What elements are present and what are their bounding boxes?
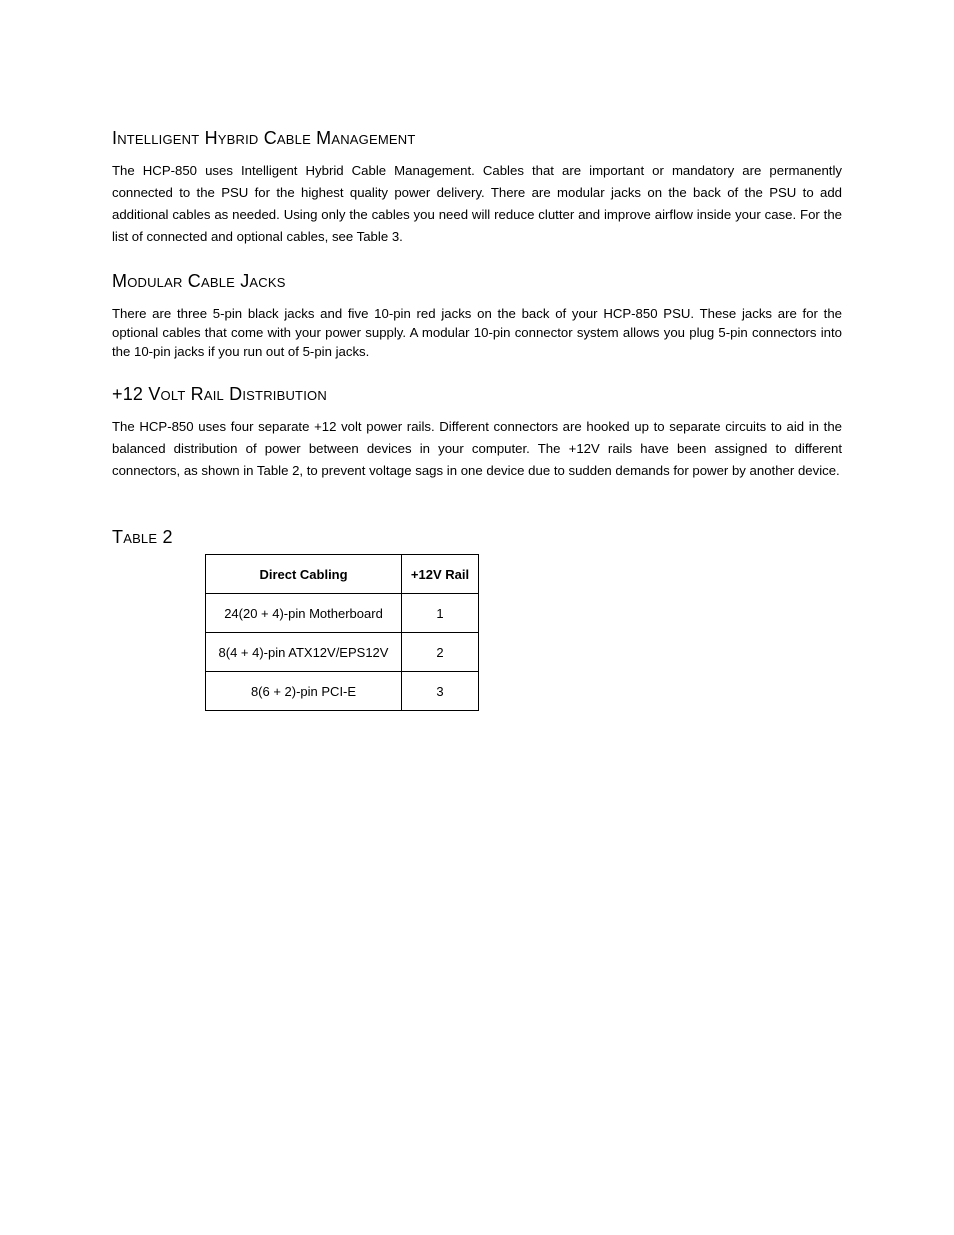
table-cell-rail: 1 [402,594,479,633]
table-2 [205,554,479,711]
paragraph-modular-cable-jacks: There are three 5-pin black jacks and five 10-pin red jacks on the back of your HCP-850 PSU. These jacks are for the optional cables that come with your power supply. A modular 10-pin connector system allows you plug 5-pin connectors into the 10-pin jacks if you run out of 5-pin jacks. [112,306,842,359]
table-header-row [206,555,479,594]
column-header-rail: +12V Rail [402,555,479,594]
table-row [206,672,479,711]
table-cell-cabling: 8(4 + 4)-pin ATX12V/EPS12V [206,633,402,672]
column-header-direct-cabling: Direct Cabling [206,555,402,594]
table-row [206,594,479,633]
paragraph-intelligent-hybrid-cable-management: The HCP-850 uses Intelligent Hybrid Cable Management. Cables that are important or mandatory are permanently connected to the PSU for the highest quality power delivery. There are modular jacks on the back of the PSU to add additional cables as needed. Using only the cables you need will reduce clutter and improve airflow inside your case. For the list of connected and optional cables, see Table 3. [112,163,842,244]
table-row [206,633,479,672]
paragraph-rail-distribution: The HCP-850 uses four separate +12 volt power rails. Different connectors are hooked up to separate circuits to aid in the balanced distribution of power between devices in your computer. The +12V rails have been assigned to different connectors, as shown in Table 2, to prevent voltage sags in one device due to sudden demands for power by another device. [112,419,842,478]
table-cell-cabling: 24(20 + 4)-pin Motherboard [206,594,402,633]
heading-rail-distribution: +12 Volt Rail Distribution [112,384,327,404]
heading-intelligent-hybrid-cable-management: Intelligent Hybrid Cable Management [112,128,416,148]
table-cell-rail: 2 [402,633,479,672]
table-cell-cabling: 8(6 + 2)-pin PCI-E [206,672,402,711]
heading-modular-cable-jacks: Modular Cable Jacks [112,271,286,291]
heading-table-2: Table 2 [112,527,173,547]
table-cell-rail: 3 [402,672,479,711]
